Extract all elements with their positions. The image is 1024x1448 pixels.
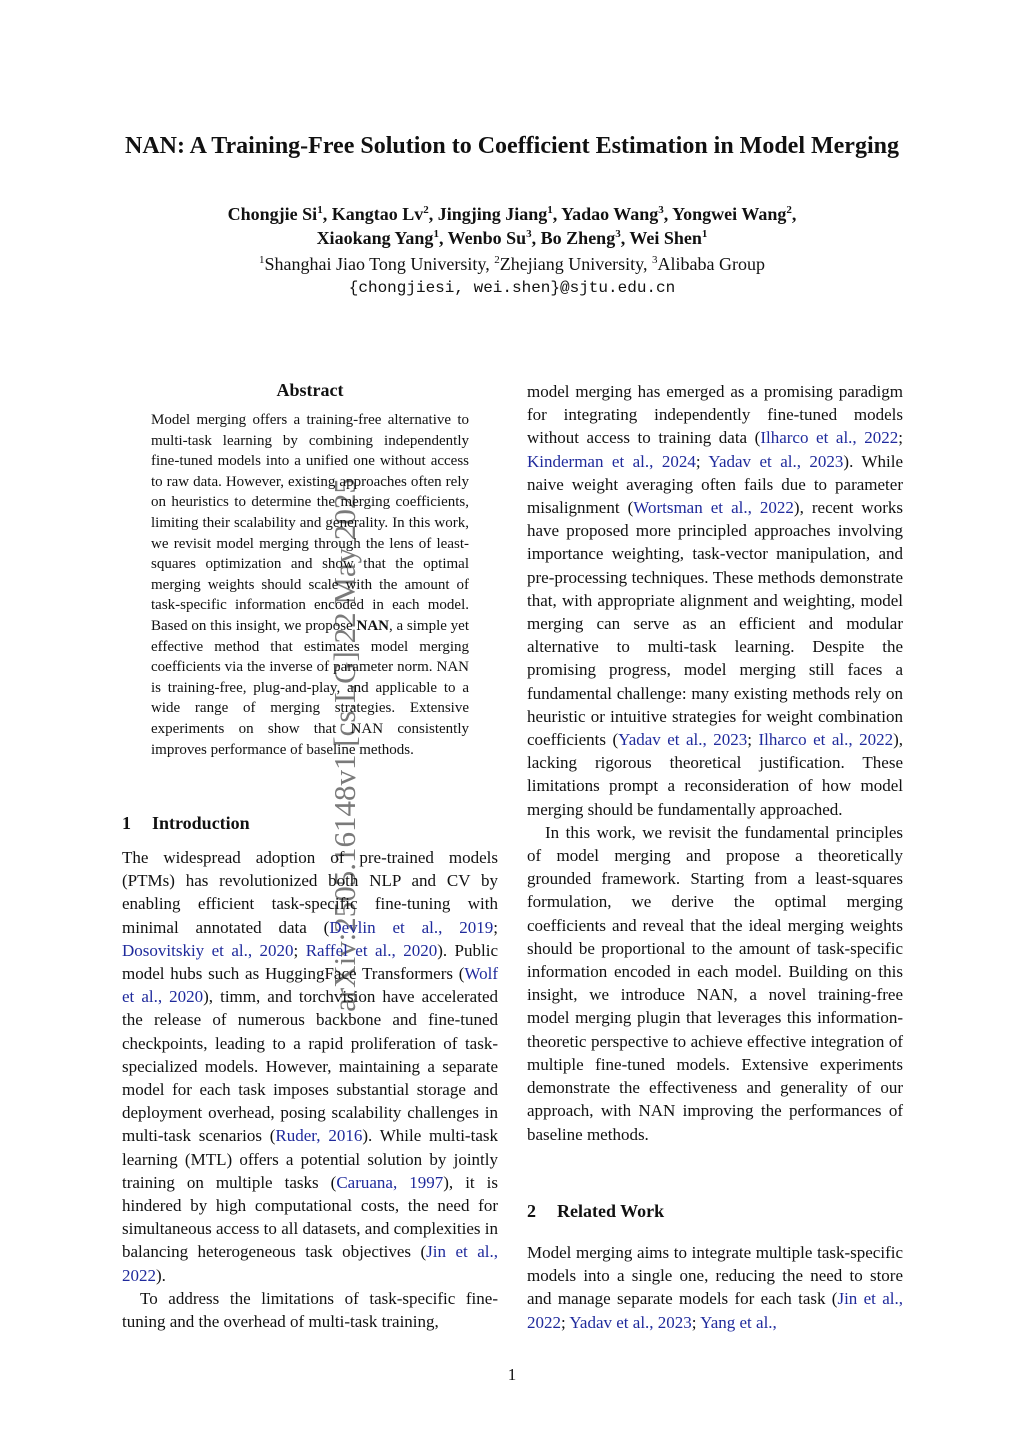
body-text: ). While multi-task learning (MTL) offers a potential solution by jointly training on multiple tasks ( xyxy=(122,1126,498,1192)
citation-link[interactable]: Jin et al., 2022 xyxy=(527,1289,903,1332)
abstract-heading: Abstract xyxy=(276,380,344,400)
citation-link[interactable]: Kinderman et al., 2024 xyxy=(527,451,696,471)
paragraph xyxy=(527,1241,903,1334)
author-name: Kangtao Lv xyxy=(331,204,424,224)
citation-link[interactable]: Yadav et al., 2023 xyxy=(569,1312,692,1332)
author-list: Chongjie Si$^1$, Kangtao Lv$^2$, Jingjing Jiang$^1$, Yadao Wang$^3$, Yongwei Wang$^2$, Xiaokang Yang$^1$, Wenbo Su$^3$, Bo Zheng$^3$, Wei Shen$^1$ xyxy=(227,204,797,248)
body-text: ), lacking rigorous theoretical justification. These limitations prompt a reconsideration of how model merging should be fundamentally approached. xyxy=(527,730,903,819)
author-name: Chongjie Si xyxy=(227,204,318,224)
body-text: model merging has emerged as a promising paradigm for integrating independently fine-tuned models without access to training data ( xyxy=(527,382,903,448)
citation-link[interactable]: Ruder, 2016 xyxy=(275,1126,363,1146)
body-text: ), it is hindered by high computational costs, the need for simultaneous access to all datasets, and complexities in balancing heterogeneous task objectives ( xyxy=(122,1172,499,1262)
section-heading-introduction xyxy=(122,811,250,835)
affiliation-name: Zhejiang University xyxy=(499,254,644,274)
author-name: Wenbo Su xyxy=(447,228,527,248)
body-text: ; xyxy=(691,1312,701,1332)
paragraph xyxy=(527,821,903,1146)
affiliation-marker: 1 xyxy=(701,228,708,240)
author-name: Yongwei Wang xyxy=(672,204,787,224)
paragraph xyxy=(122,846,498,1287)
affiliation-marker: 3 xyxy=(526,228,532,240)
paragraph xyxy=(122,1287,498,1333)
arxiv-stamp-text: arXiv:2505.16148v1 [cs.LG] 22 May 2025 xyxy=(327,478,362,1012)
method-name: NAN xyxy=(356,617,389,634)
body-text: ; xyxy=(898,428,903,448)
citation-link[interactable]: Ilharco et al., 2022 xyxy=(760,428,899,448)
body-text: ), recent works have proposed more principled approaches involving importance weighting, task-vector manipulation, and pre-processing techniques. These methods demonstrate that, with appropriate alignment and weighting, model merging can serve as an efficient and modular alternative to multi-task learning. Despite the promising progress, model merging still faces a fundamental challenge: many existing methods rely on heuristic or intuitive strategies for weight combination coefficients ( xyxy=(527,498,903,750)
page-number: 1 xyxy=(507,1365,517,1384)
citation-link[interactable]: Wortsman et al., 2022 xyxy=(633,498,794,518)
abstract-body xyxy=(151,410,469,760)
section-title: Introduction xyxy=(152,813,250,833)
body-text: The widespread adoption of pre-trained models (PTMs) has revolutionized both NLP and CV by enabling efficient task-specific fine-tuning with minimal annotated data ( xyxy=(122,848,498,937)
affiliation-marker: 3 xyxy=(615,228,621,240)
body-text: ; xyxy=(747,730,759,750)
affiliation-marker: 2 xyxy=(423,204,429,216)
intro-right-column xyxy=(527,380,903,1146)
citation-link[interactable]: Raffel et al., 2020 xyxy=(305,940,438,960)
abstract-text: , a simple yet effective method that estimates model merging coefficients via the inverse of parameter norm. NAN is training-free, plug-and-play, and applicable to a wide range of merging strategies. Extensive experiments on show that NAN consistently improves performance of baseline methods. xyxy=(151,617,470,758)
section-title: Related Work xyxy=(557,1201,665,1221)
affiliation-marker: 1 xyxy=(317,204,323,216)
contact-email: {chongjiesi, wei.shen}@sjtu.edu.cn xyxy=(348,279,676,297)
paragraph xyxy=(527,380,903,821)
citation-link[interactable]: Yang et al., xyxy=(700,1312,777,1332)
body-text: ). While naive weight averaging often fails due to parameter misalignment ( xyxy=(527,451,904,518)
intro-left-column xyxy=(122,846,498,1333)
citation-link[interactable]: Jin et al., 2022 xyxy=(122,1242,498,1285)
paper-title: NAN: A Training-Free Solution to Coefficient Estimation in Model Merging xyxy=(125,133,899,159)
body-text: ; xyxy=(493,917,499,937)
body-text: ). Public model hubs such as HuggingFace Transformers ( xyxy=(122,940,498,984)
body-text: ), timm, and torchvision have accelerated the release of numerous backbone and fine-tuned checkpoints, leading to a rapid proliferation of task-specialized models. However, maintaining a separate model for each task imposes substantial storage and deployment overhead, posing scalability challenges in multi-task scenarios ( xyxy=(122,987,498,1146)
related-work-column xyxy=(527,1241,903,1334)
citation-link[interactable]: Yadav et al., 2023 xyxy=(618,730,748,750)
citation-link[interactable]: Dosovitskiy et al., 2020 xyxy=(122,940,294,960)
body-text: ; xyxy=(695,451,709,471)
affiliation-marker: 2 xyxy=(786,204,792,216)
body-text: ; xyxy=(561,1312,570,1332)
citation-link[interactable]: Yadav et al., 2023 xyxy=(708,451,844,471)
affiliation-marker: 3 xyxy=(658,204,664,216)
author-name: Yadao Wang xyxy=(561,204,659,224)
body-text: ; xyxy=(293,940,306,960)
body-text: ). xyxy=(156,1265,166,1285)
affiliation-marker: 1 xyxy=(258,254,265,266)
author-name: Wei Shen xyxy=(629,228,702,248)
author-name: Bo Zheng xyxy=(540,228,616,248)
section-number: 2 xyxy=(527,1201,536,1221)
section-number: 1 xyxy=(122,813,131,833)
affiliation-name: Shanghai Jiao Tong University xyxy=(264,254,486,274)
citation-link[interactable]: Caruana, 1997 xyxy=(336,1172,444,1192)
abstract-text: Model merging offers a training-free alternative to multi-task learning by combining independently fine-tuned models into a unified one without access to raw data. However, existing approaches often rely on heuristics to determine the merging coefficients, limiting their scalability and generality. In this work, we revisit model merging through the lens of least-squares optimization and show that the optimal merging weights should scale with the amount of task-specific information encoded in each model. Based on this insight, we propose xyxy=(151,412,469,634)
section-heading-related-work xyxy=(527,1199,664,1223)
affiliation-name: Alibaba Group xyxy=(657,254,765,274)
affiliation-marker: 2 xyxy=(494,254,500,266)
body-text: Model merging aims to integrate multiple task-specific models into a single one, reducing the need to store and manage separate models for each task ( xyxy=(527,1243,903,1309)
author-name: Jingjing Jiang xyxy=(437,204,548,224)
affiliation-marker: 1 xyxy=(433,228,439,240)
affiliations: $^1$Shanghai Jiao Tong University, $^2$Zhejiang University, $^3$Alibaba Group xyxy=(258,254,765,274)
affiliation-marker: 1 xyxy=(547,204,553,216)
citation-link[interactable]: Wolf et al., 2020 xyxy=(122,964,498,1007)
affiliation-marker: 3 xyxy=(652,254,658,266)
author-name: Xiaokang Yang xyxy=(316,228,434,248)
citation-link[interactable]: Ilharco et al., 2022 xyxy=(758,730,894,750)
citation-link[interactable]: Devlin et al., 2019 xyxy=(329,917,494,937)
body-text: To address the limitations of task-specific fine-tuning and the overhead of multi-task training, xyxy=(122,1288,498,1332)
body-text: In this work, we revisit the fundamental principles of model merging and propose a theoretically grounded framework. Starting from a least-squares formulation, we derive the optimal merging coefficients and reveal that the ideal merging weights should be proportional to the amount of task-specific information encoded in each model. Building on this insight, we introduce NAN, a novel training-free model merging plugin that leverages this information-theoretic perspective to achieve effective integration of multiple fine-tuned models. Extensive experiments demonstrate the effectiveness and generality of our approach, with NAN improving the performances of baseline methods. xyxy=(527,822,903,1144)
